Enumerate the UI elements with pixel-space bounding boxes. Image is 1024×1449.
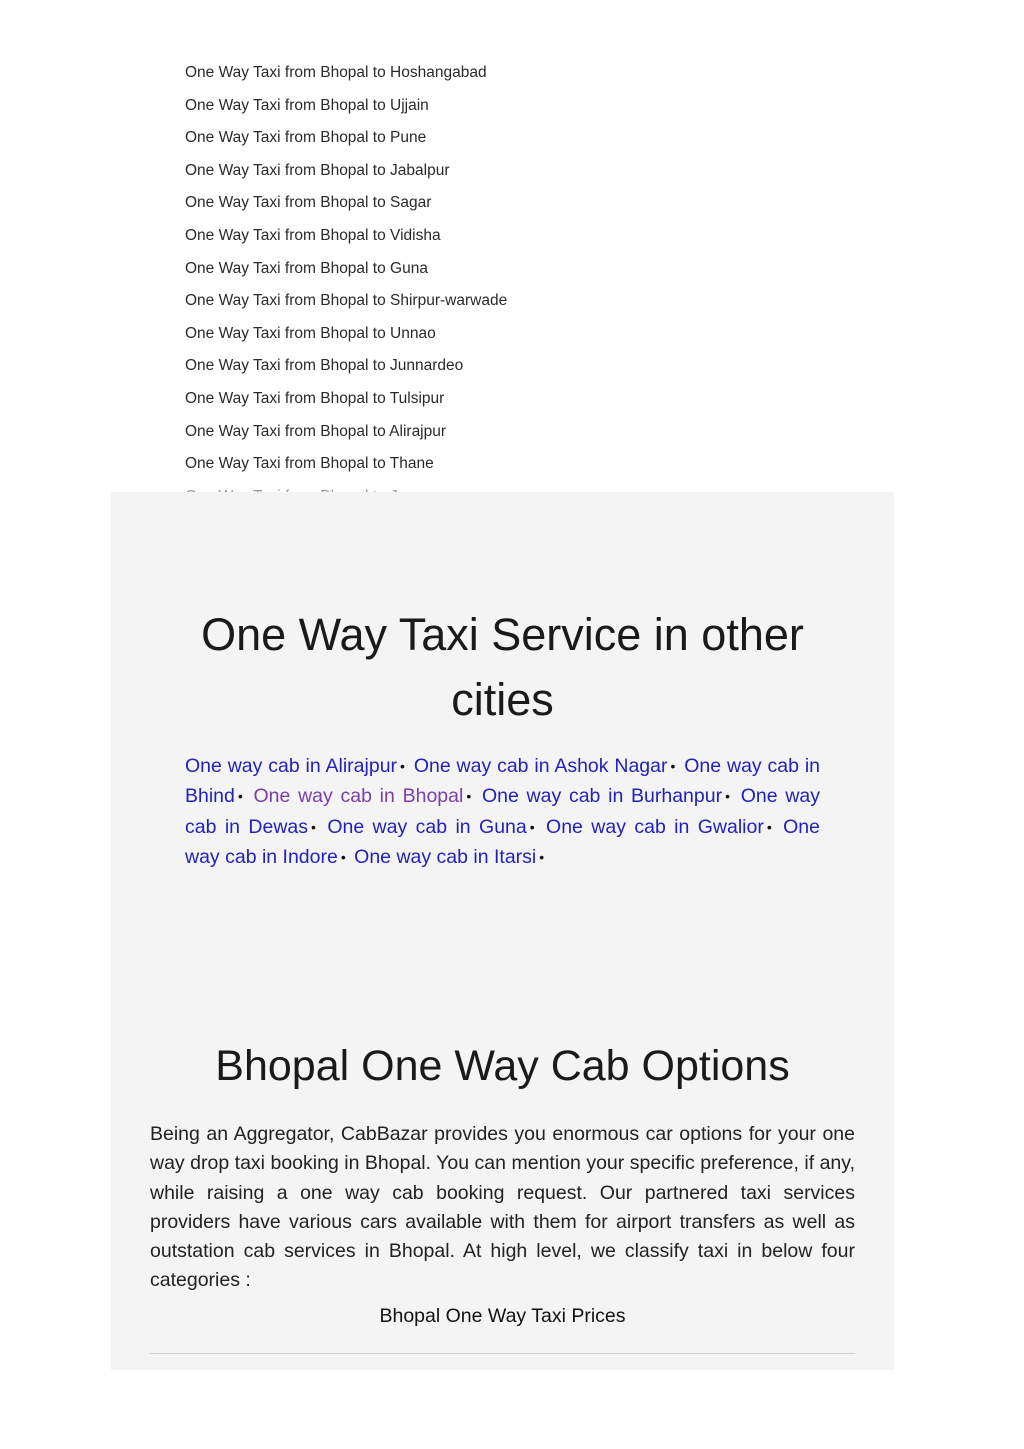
city-link-itarsi[interactable]: One way cab in Itarsi (354, 845, 537, 868)
separator-dot: • (766, 818, 772, 835)
city-link-ashok-nagar[interactable]: One way cab in Ashok Nagar (413, 755, 668, 777)
route-link[interactable]: One Way Taxi from Bhopal to Jabalpur (185, 161, 450, 179)
separator-dot: • (670, 758, 676, 774)
cab-options-description: Being an Aggregator, CabBazar provides you enormous car options for your one way drop taxi booking in Bhopal. You can mention your specific preference, if any, while raising a one way cab booking request. Our partnered taxi services providers have various cars available with them for airport transfers as well as outstation cab services in Bhopal. At high level, we classify taxi in below four categories : (150, 1123, 855, 1292)
route-link[interactable]: One Way Taxi from Bhopal to Thane (185, 455, 434, 473)
route-link[interactable]: One Way Taxi from Bhopal to Ujjain (185, 96, 429, 114)
separator-dot: • (340, 848, 346, 865)
city-link-alirajpur[interactable]: One way cab in Alirajpur (185, 755, 398, 777)
separator-dot: • (539, 848, 545, 865)
separator-dot: • (725, 788, 730, 805)
separator-dot: • (529, 818, 535, 835)
city-link-dewas[interactable]: One way cab in Dewas (185, 785, 820, 838)
separator-dot: • (311, 818, 316, 835)
route-link[interactable]: One Way Taxi from Bhopal to Vidisha (185, 226, 441, 244)
separator-dot: • (237, 788, 243, 805)
route-link[interactable]: One Way Taxi from Bhopal to Unnao (185, 324, 436, 342)
separator-dot: • (466, 788, 472, 805)
prices-table-caption: Bhopal One Way Taxi Prices (379, 1305, 626, 1327)
info-panel (111, 492, 894, 1370)
route-link[interactable]: One Way Taxi from Bhopal to Tulsipur (185, 389, 445, 407)
route-link[interactable]: One Way Taxi from Bhopal to Junnardeo (185, 357, 464, 375)
city-link-gwalior[interactable]: One way cab in Gwalior (546, 815, 764, 838)
city-link-burhanpur[interactable]: One way cab in Burhanpur (481, 785, 723, 808)
other-cities-heading: One Way Taxi Service in other cities (201, 609, 804, 725)
city-link-bhind[interactable]: One way cab in Bhind (185, 755, 820, 808)
route-link[interactable]: One Way Taxi from Bhopal to Sagar (185, 194, 432, 212)
cab-options-heading: Bhopal One Way Cab Options (215, 1042, 790, 1090)
city-link-guna[interactable]: One way cab in Guna (327, 815, 527, 838)
separator-dot: • (400, 758, 405, 774)
route-link[interactable]: One Way Taxi from Bhopal to Alirajpur (185, 422, 447, 440)
route-list (185, 62, 885, 498)
city-links-list (185, 752, 820, 873)
route-link[interactable]: One Way Taxi from Bhopal to Pune (185, 129, 427, 147)
city-link-indore[interactable]: One way cab in Indore (185, 815, 820, 868)
route-link[interactable]: One Way Taxi from Bhopal to Guna (185, 259, 428, 277)
route-link[interactable]: One Way Taxi from Bhopal to Hoshangabad (185, 64, 487, 81)
route-link[interactable]: One Way Taxi from Bhopal to Shirpur-warwade (185, 292, 508, 310)
city-link-bhopal[interactable]: One way cab in Bhopal (253, 785, 464, 808)
table-divider (150, 1353, 855, 1354)
